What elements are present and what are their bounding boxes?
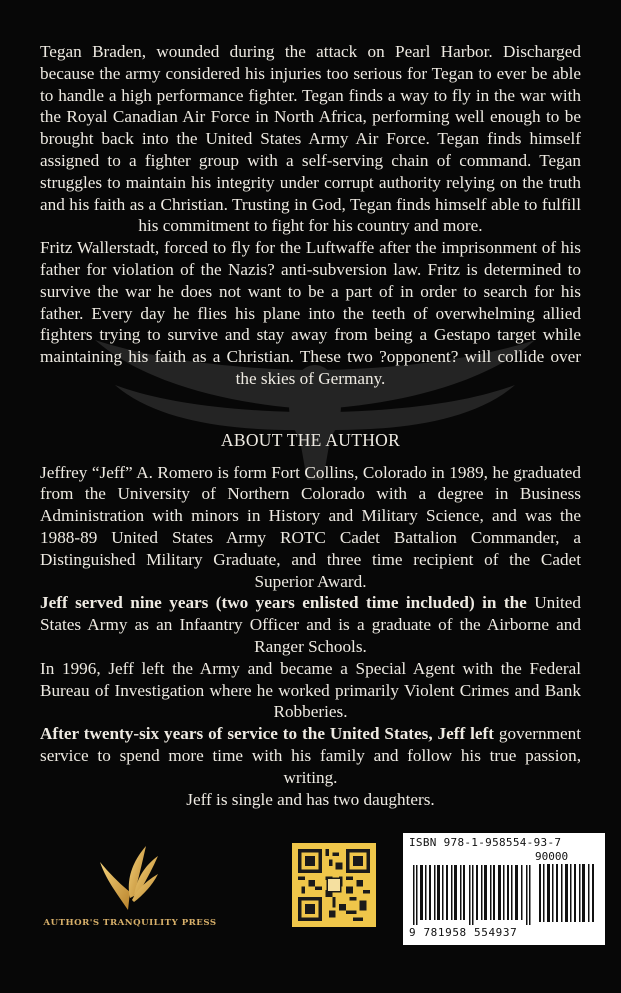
isbn-label: ISBN 978-1-958554-93-7 <box>409 836 562 849</box>
publisher-name: AUTHOR'S TRANQUILITY PRESS <box>43 918 217 928</box>
author-bio-paragraph-1: Jeffrey “Jeff” A. Romero is form Fort Collins, Colorado in 1989, he graduated from the University of Northern Colorado with a degree in Business Administration with minors in History and Military Science, and was the 1988-89 United States Army ROTC Cadet Battalion Commander, a Distinguished Military Graduate, and three time recipient of the Cadet Superior Award. <box>40 462 581 591</box>
qr-code <box>292 843 376 927</box>
qr-code-icon <box>298 849 370 921</box>
about-author-heading: ABOUT THE AUTHOR <box>220 429 401 450</box>
author-bio-paragraph-4 <box>40 723 581 788</box>
author-bio-paragraph-2-rest: United States Army as an Infaantry Officer and is a graduate of the Airborne and Ranger Schools. <box>40 593 581 656</box>
golden-wing-logo-icon <box>98 840 160 914</box>
cover-text <box>40 41 581 810</box>
price-barcode-icon <box>538 864 598 922</box>
publisher-logo <box>30 840 230 940</box>
price-code: 90000 <box>535 850 569 863</box>
author-bio-paragraph-5: Jeff is single and has two daughters. <box>186 789 435 809</box>
author-bio-paragraph-4-rest: government service to spend more time with his family and follow his true passion, writing. <box>40 724 581 787</box>
author-bio-paragraph-2 <box>40 592 581 657</box>
author-bio-bold-lead: Jeff served nine years (two years enlisted time included) in the <box>40 593 527 613</box>
author-bio-paragraph-3: In 1996, Jeff left the Army and became a Special Agent with the Federal Bureau of Investigation where he worked primarily Violent Crimes and Bank Robberies. <box>40 658 581 722</box>
ean-barcode-icon <box>411 865 533 925</box>
ean-digits: 9 781958 554937 <box>409 926 518 939</box>
isbn-barcode <box>403 833 605 945</box>
author-bio-bold-lead-2: After twenty-six years of service to the United States, Jeff left <box>40 724 494 744</box>
synopsis-paragraph-tegan: Tegan Braden, wounded during the attack on Pearl Harbor. Discharged because the army considered his injuries too serious for Tegan to ever be able to handle a high performance fighter. Tegan finds a way to fly in the war with the Royal Canadian Air Force in North Africa, performing well enough to be brought back into the United States Army Air Force. Tegan finds himself assigned to a fighter group with a self-serving chain of command. Tegan struggles to maintain his integrity under corrupt authority relying on the truth and his faith as a Christian. Trusting in God, Tegan finds himself able to fulfill his commitment to fight for his country and more. <box>40 42 581 236</box>
synopsis-paragraph-fritz: Fritz Wallerstadt, forced to fly for the Luftwaffe after the imprisonment of his father for violation of the Nazis? anti-subversion law. Fritz is determined to survive the war he does not want to be a part of in order to search for his father. Every day he flies his plane into the teeth of overwhelming allied fighters trying to survive and stay away from being a Gestapo target while maintaining his faith as a Christian. These two ?opponent? will collide over the skies of Germany. <box>40 238 581 388</box>
